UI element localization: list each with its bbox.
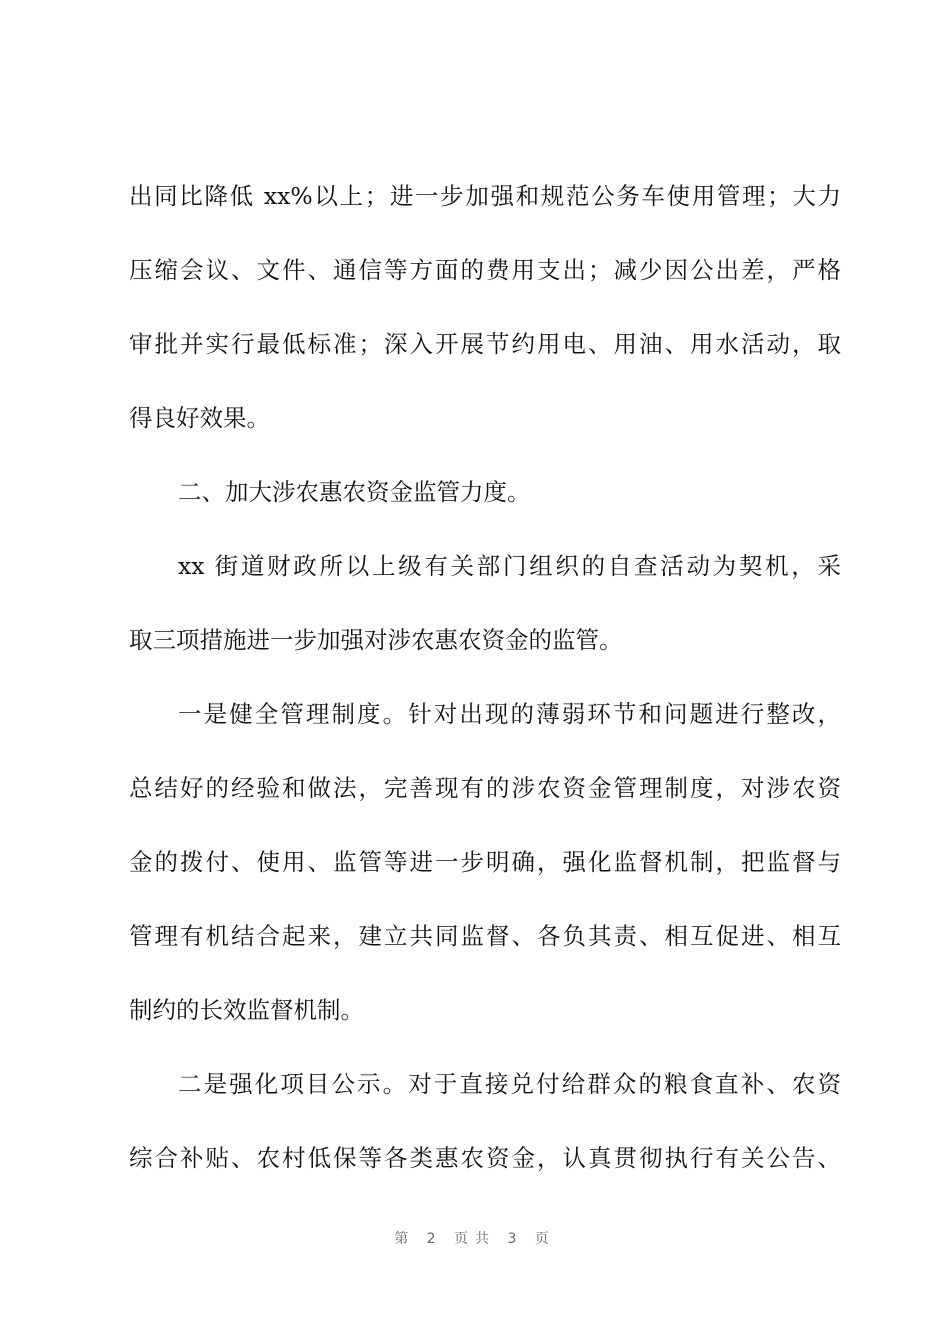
paragraph-line: 总结好的经验和做法，完善现有的涉农资金管理制度，对涉农资	[129, 774, 841, 802]
section-heading: 二、加大涉农惠农资金监管力度。	[178, 478, 531, 506]
paragraph-line: xx 街道财政所以上级有关部门组织的自查活动为契机，采	[178, 552, 841, 580]
page-number: 第 2 页共 3 页	[394, 1231, 556, 1247]
paragraph-line: 压缩会议、文件、通信等方面的费用支出；减少因公出差，严格	[129, 256, 841, 284]
paragraph-line: 审批并实行最低标准；深入开展节约用电、用油、用水活动，取	[129, 330, 841, 358]
paragraph-line: 二是强化项目公示。对于直接兑付给群众的粮食直补、农资	[178, 1070, 841, 1098]
paragraph-line: 取三项措施进一步加强对涉农惠农资金的监管。	[129, 626, 623, 654]
paragraph-line: 出同比降低 xx%以上；进一步加强和规范公务车使用管理；大力	[129, 182, 841, 210]
paragraph-line: 一是健全管理制度。针对出现的薄弱环节和问题进行整改，	[178, 700, 841, 728]
paragraph-line: 制约的长效监督机制。	[129, 996, 364, 1024]
paragraph-line: 得良好效果。	[129, 404, 270, 432]
paragraph-line: 综合补贴、农村低保等各类惠农资金，认真贯彻执行有关公告、	[129, 1144, 841, 1172]
paragraph-line: 金的拨付、使用、监管等进一步明确，强化监督机制，把监督与	[129, 848, 841, 876]
paragraph-line: 管理有机结合起来，建立共同监督、各负其责、相互促进、相互	[129, 922, 841, 950]
